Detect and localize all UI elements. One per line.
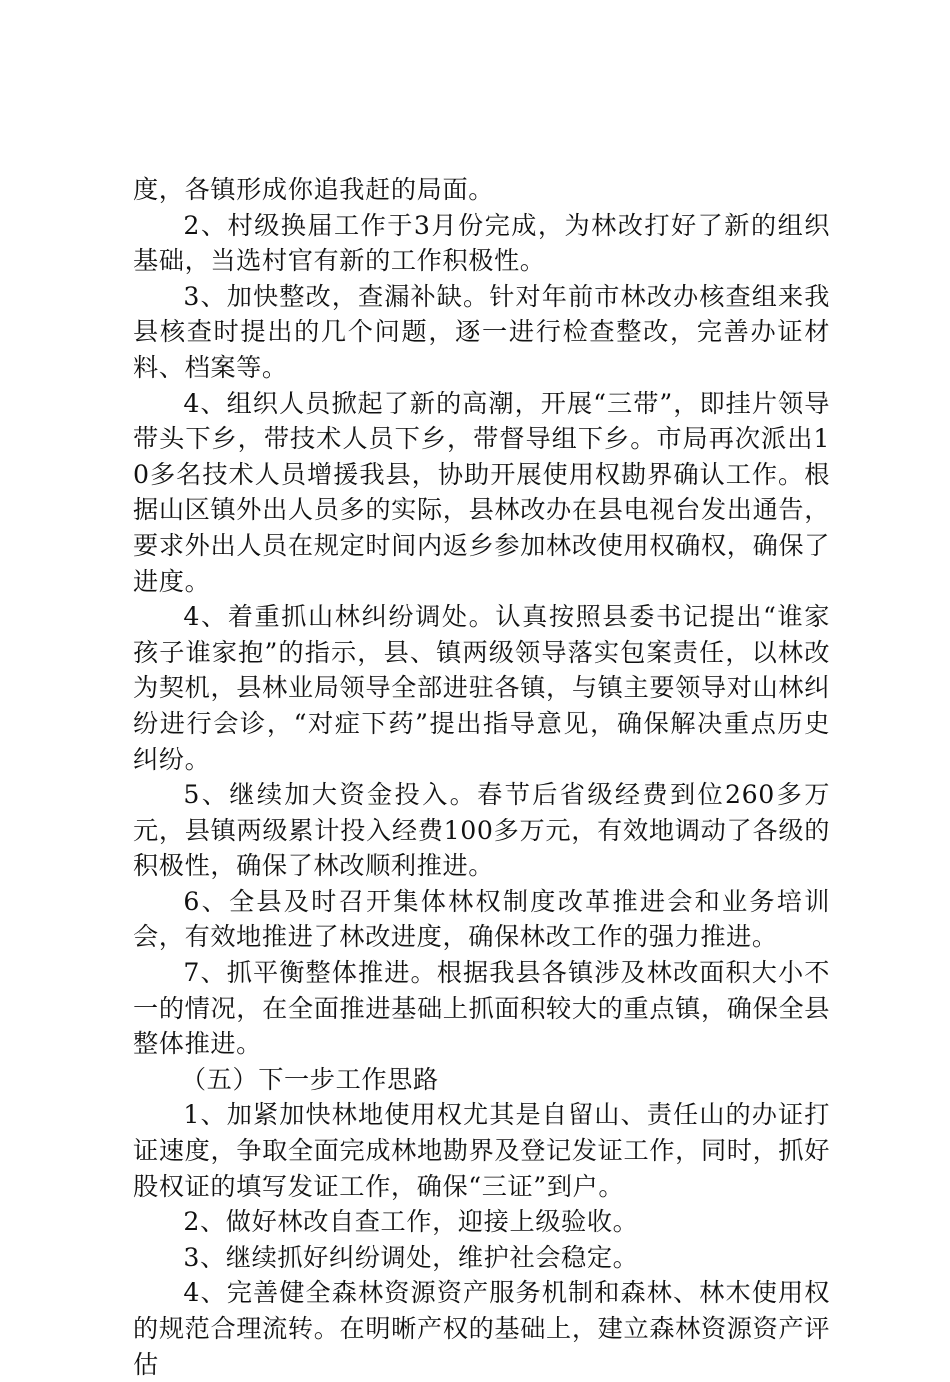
paragraph-next-4-asset-services: 4、完善健全森林资源资产服务机制和森林、林木使用权的规范合理流转。在明晰产权的基础上，建立森林资源资产评估 bbox=[133, 1278, 830, 1379]
paragraph-continuation: 度，各镇形成你追我赶的局面。 bbox=[133, 175, 495, 204]
paragraph-item-2-village-election: 2、村级换届工作于3月份完成，为林改打好了新的组织基础，当选村官有新的工作积极性。 bbox=[133, 210, 830, 276]
paragraph-next-2-self-inspection: 2、做好林改自查工作，迎接上级验收。 bbox=[183, 1207, 639, 1237]
paragraph-item-4-dispute-mediation: 4、着重抓山林纠纷调处。认真按照县委书记提出“谁家孩子谁家抱”的指示，县、镇两级领导落实包案责任，以林改为契机，县林业局领导全部进驻各镇，与镇主要领导对山林纠纷进行会诊，“对症下药”提出指导意见，确保解决重点历史纠纷。 bbox=[133, 602, 830, 774]
paragraph-next-1-certificates: 1、加紧加快林地使用权尤其是自留山、责任山的办证打证速度，争取全面完成林地勘界及登记发证工作，同时，抓好股权证的填写发证工作，确保“三证”到户。 bbox=[133, 1100, 830, 1201]
paragraph-item-7-balanced-progress: 7、抓平衡整体推进。根据我县各镇涉及林改面积大小不一的情况，在全面推进基础上抓面积较大的重点镇，确保全县整体推进。 bbox=[133, 958, 830, 1059]
paragraph-item-4-staffing: 4、组织人员掀起了新的高潮，开展“三带”，即挂片领导带头下乡，带技术人员下乡，带督导组下乡。市局再次派出10多名技术人员增援我县，协助开展使用权勘界确认工作。根据山区镇外出人员多的实际，县林改办在县电视台发出通告，要求外出人员在规定时间内返乡参加林改使用权确权，确保了进度。 bbox=[133, 388, 830, 596]
paragraph-item-6-meetings: 6、全县及时召开集体林权制度改革推进会和业务培训会，有效地推进了林改进度，确保林改工作的强力推进。 bbox=[133, 886, 830, 952]
paragraph-next-3-disputes: 3、继续抓好纠纷调处，维护社会稳定。 bbox=[183, 1242, 639, 1272]
paragraph-item-5-funding: 5、继续加大资金投入。春节后省级经费到位260多万元，县镇两级累计投入经费100多万元，有效地调动了各级的积极性，确保了林改顺利推进。 bbox=[133, 780, 830, 881]
section-heading-next-steps: （五）下一步工作思路 bbox=[180, 1064, 439, 1094]
document-page bbox=[133, 172, 830, 1382]
paragraph-item-3-rectification: 3、加快整改，查漏补缺。针对年前市林改办核查组来我县核查时提出的几个问题，逐一进行检查整改，完善办证材料、档案等。 bbox=[133, 281, 830, 382]
